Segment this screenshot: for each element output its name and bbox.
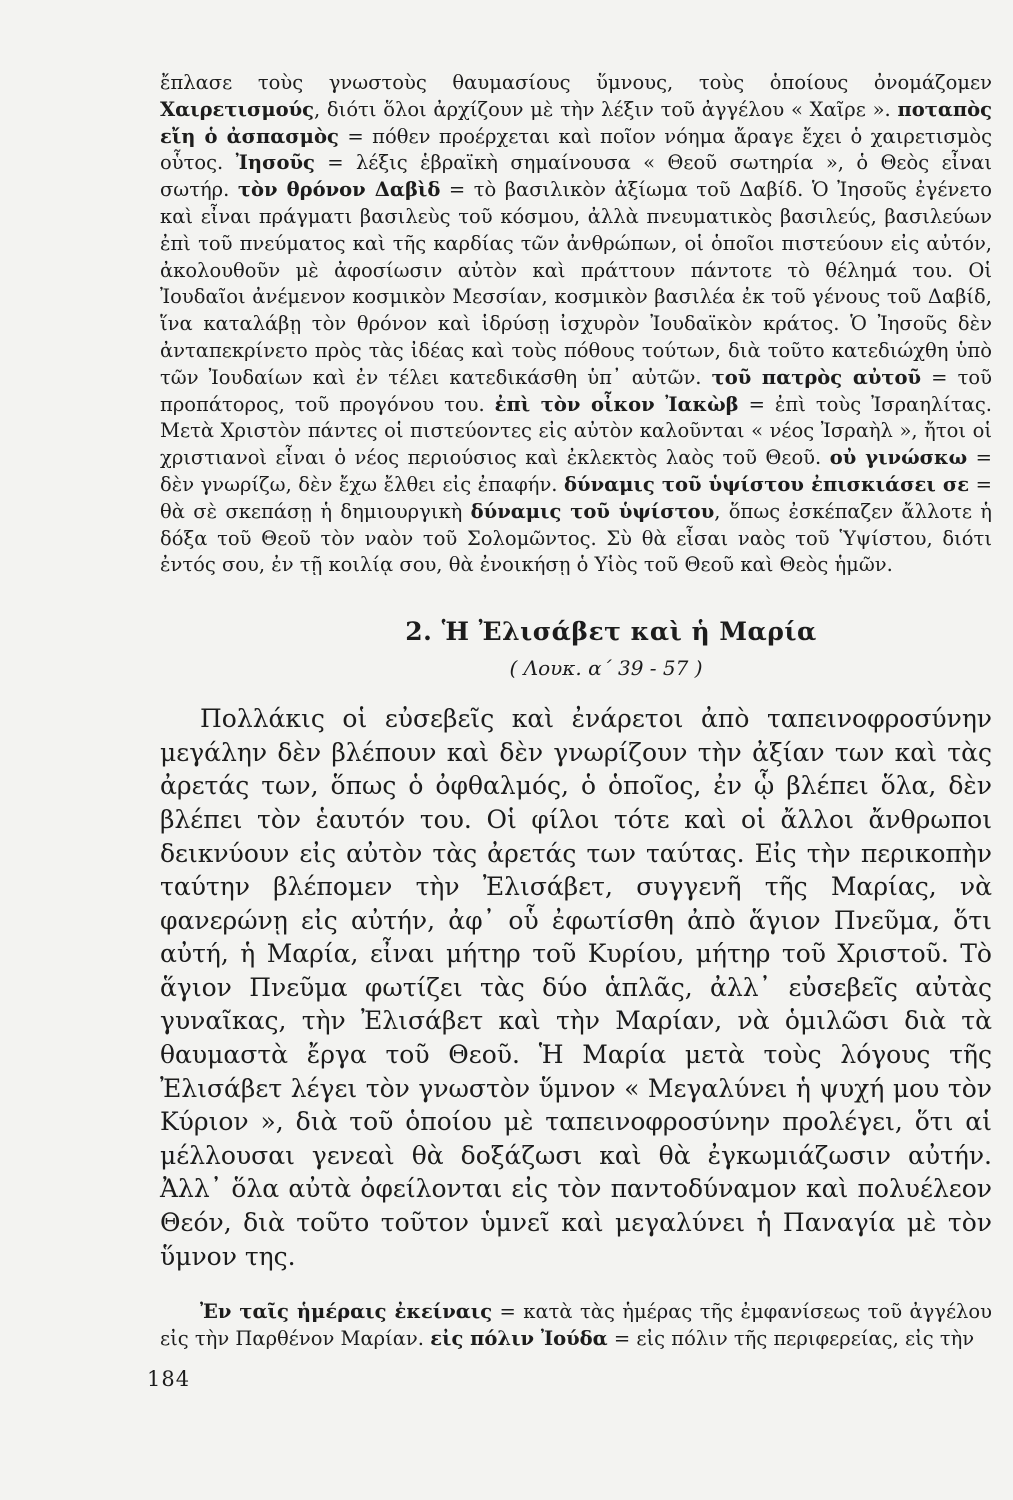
- term-bold: Ἐν ταῖς ἡμέραις ἐκείναις: [200, 1300, 493, 1324]
- gloss-text: = δὲν γνωρίζω, δὲν ἔχω ἔλθει εἰς ἐπαφήν.: [160, 446, 992, 496]
- term-bold: οὐ γινώσκω: [829, 446, 968, 470]
- body-paragraph: Πολλάκις οἱ εὐσεβεῖς καὶ ἐνάρετοι ἀπὸ ταπεινοφροσύνην μεγάλην δὲν βλέπουν καὶ δὲν γνωρίζουν τὴν ἀξίαν των καὶ τὰς ἀρετάς των, ὅπως ὁ ὀφθαλμός, ὁ ὁποῖος, ἐν ᾧ βλέπει ὅλα, δὲν βλέπει τὸν ἑαυτόν του. Οἱ φίλοι τότε καὶ οἱ ἄλλοι ἄνθρωποι δεικνύουν εἰς αὐτὸν τὰς ἀρετάς των ταύτας. Εἰς τὴν περικοπὴν ταύτην βλέπομεν τὴν Ἐλισάβετ, συγγενῆ τῆς Μαρίας, νὰ φανερώνῃ εἰς αὐτήν, ἀφ᾿ οὗ ἐφωτίσθη ἀπὸ ἅγιον Πνεῦμα, ὅτι αὐτή, ἡ Μαρία, εἶναι μήτηρ τοῦ Κυρίου, μήτηρ τοῦ Χριστοῦ. Τὸ ἅγιον Πνεῦμα φωτίζει τὰς δύο ἁπλᾶς, ἀλλ᾿ εὐσεβεῖς αὐτὰς γυναῖκας, τὴν Ἐλισάβετ καὶ τὴν Μαρίαν, νὰ ὁμιλῶσι διὰ τὰ θαυμαστὰ ἔργα τοῦ Θεοῦ. Ἡ Μαρία μετὰ τοὺς λόγους τῆς Ἐλισάβετ λέγει τὸν γνωστὸν ὕμνον « Μεγαλύνει ἡ ψυχή μου τὸν Κύριον », διὰ τοῦ ὁποίου μὲ ταπεινοφροσύνην προλέγει, ὅτι αἱ μέλλουσαι γενεαὶ θὰ δοξάζωσι καὶ θὰ ἐγκωμιάζωσιν αὐτήν. Ἀλλ᾿ ὅλα αὐτὰ ὀφείλονται εἰς τὸν παντοδύναμον καὶ πολυέλεον Θεόν, διὰ τοῦτο τοῦτον ὑμνεῖ καὶ μεγαλύνει ἡ Παναγία μὲ τὸν ὕμνον της.: [160, 704, 992, 1271]
- term-bold: δύναμις τοῦ ὑψίστου ἐπισκιάσει σε: [564, 472, 970, 496]
- gloss-text: = κατὰ τὰς ἡμέρας τῆς ἐμφανίσεως τοῦ ἀγγέλου εἰς τὴν Παρθένον Μαρίαν.: [160, 1300, 992, 1351]
- term-bold: ποταπὸς εἴη ὁ ἀσπασμὸς: [160, 97, 992, 148]
- gloss-text: = εἰς πόλιν τῆς περιφερείας, εἰς τὴν: [607, 1327, 975, 1351]
- gloss-text: ἔπλασε τοὺς γνωστοὺς θαυμασίους ὕμνους, τοὺς ὁποίους ὀνομάζομεν: [160, 71, 992, 94]
- commentary-notes: [160, 70, 992, 579]
- section-title: 2. Ἡ Ἐλισάβετ καὶ ἡ Μαρία: [405, 617, 817, 647]
- page-content: [160, 70, 992, 1353]
- term-bold: δύναμις τοῦ ὑψίστου: [470, 499, 715, 523]
- gloss-text: , διότι ὅλοι ἀρχίζουν μὲ τὴν λέξιν τοῦ ἀγγέλου « Χαῖρε ».: [314, 97, 898, 121]
- term-bold: τὸν θρόνον Δαβὶδ: [237, 178, 441, 202]
- page-number: 184: [147, 1367, 191, 1391]
- term-bold: εἰς πόλιν Ἰούδα: [430, 1327, 608, 1351]
- gloss-text: = ἐπὶ τοὺς Ἰσραηλίτας. Μετὰ Χριστὸν πάντες οἱ πιστεύοντες εἰς αὐτὸν καλοῦνται « νέος Ἰσραὴλ », ἤτοι οἱ χριστιανοὶ εἶναι ὁ νέος περιούσιος καὶ ἐκλεκτὸς λαὸς τοῦ Θεοῦ.: [160, 392, 992, 470]
- term-bold: Ἰησοῦς: [235, 151, 315, 175]
- commentary-notes-continued: [160, 1299, 992, 1353]
- gloss-text: = λέξις ἑβραϊκὴ σημαίνουσα « Θεοῦ σωτηρία », ὁ Θεὸς εἶναι σωτήρ.: [160, 151, 992, 202]
- gloss-text: = πόθεν προέρχεται καὶ ποῖον νόημα ἄραγε ἔχει ὁ χαιρετισμὸς οὗτος.: [160, 124, 992, 175]
- gloss-text: , ὅπως ἐσκέπαζεν ἄλλοτε ἡ δόξα τοῦ Θεοῦ τὸν ναὸν τοῦ Σολομῶντος. Σὺ θὰ εἶσαι ναὸς τοῦ Ὑψίστου, διότι ἐντός σου, ἐν τῇ κοιλίᾳ σου, θὰ ἐνοικήσῃ ὁ Υἱὸς τοῦ Θεοῦ καὶ Θεὸς ἡμῶν.: [160, 499, 992, 577]
- term-bold: Χαιρετισμούς: [160, 97, 315, 121]
- term-bold: ἐπὶ τὸν οἶκον Ἰακὼβ: [494, 392, 739, 416]
- section-reference: ( Λουκ. α΄ 39 - 57 ): [509, 656, 703, 681]
- gloss-text: = τοῦ προπάτορος, τοῦ προγόνου του.: [160, 365, 992, 416]
- gloss-text: = θὰ σὲ σκεπάσῃ ἡ δημιουργικὴ: [160, 472, 992, 523]
- term-bold: τοῦ πατρὸς αὐτοῦ: [711, 365, 922, 389]
- gloss-text: = τὸ βασιλικὸν ἀξίωμα τοῦ Δαβίδ. Ὁ Ἰησοῦς ἐγένετο καὶ εἶναι πράγματι βασιλεὺς τοῦ κόσμου, ἀλλὰ πνευματικὸς βασιλεύς, βασιλεύων ἐπὶ τοῦ πνεύματος καὶ τῆς καρδίας τῶν ἀνθρώπων, οἱ ὁποῖοι πιστεύουν εἰς αὐτόν, ἀκολουθοῦν μὲ ἀφοσίωσιν αὐτὸν καὶ πράττουν πάντοτε τὸ θέλημά του. Οἱ Ἰουδαῖοι ἀνέμενον κοσμικὸν Μεσσίαν, κοσμικὸν βασιλέα ἐκ τοῦ γένους τοῦ Δαβίδ, ἵνα καταλάβῃ τὸν θρόνον καὶ ἱδρύσῃ ἰσχυρὸν Ἰουδαϊκὸν κράτος. Ὁ Ἰησοῦς δὲν ἀνταπεκρίνετο πρὸς τὰς ἰδέας καὶ τοὺς πόθους τούτων, διὰ τοῦτο κατεδιώχθη ὑπὸ τῶν Ἰουδαίων καὶ ἐν τέλει κατεδικάσθη ὑπ᾿ αὐτῶν.: [160, 178, 993, 389]
